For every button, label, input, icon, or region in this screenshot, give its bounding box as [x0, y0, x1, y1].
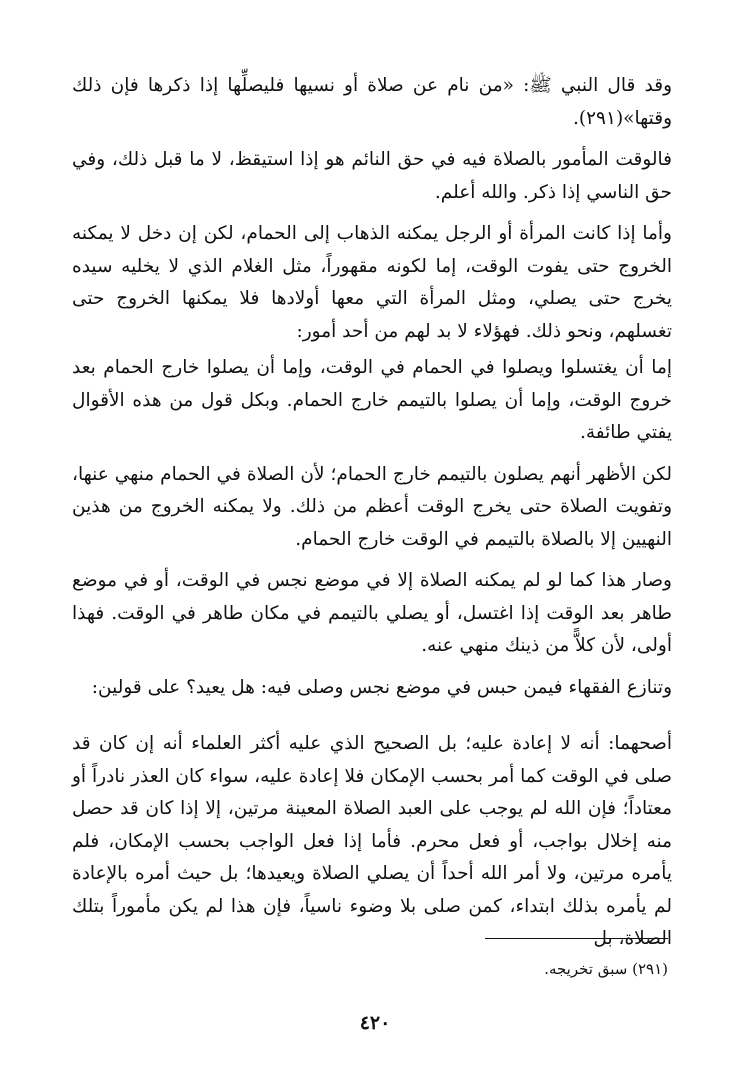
footnote: (٢٩١) سبق تخريجه.: [544, 960, 668, 978]
page-number: ٤٢٠: [359, 1012, 391, 1034]
footnote-divider: [485, 938, 668, 939]
paragraph-6: وصار هذا كما لو لم يمكنه الصلاة إلا في موضع نجس في الوقت، أو في موضع طاهر بعد الوقت إذا اغتسل، أو يصلي بالتيمم في مكان طاهر في الوقت. فهذا أولى، لأن كلاًّ من ذينك منهي عنه.: [72, 570, 672, 656]
paragraph-3: وأما إذا كانت المرأة أو الرجل يمكنه الذهاب إلى الحمام، لكن إن دخل لا يمكنه الخروج حتى يفوت الوقت، إما لكونه مقهوراً، مثل الغلام الذي لا يخليه سيده يخرج حتى يصلي، ومثل المرأة التي معها أولادها فلا يمكنها الخروج حتى تغسلهم، ونحو ذلك. فهؤلاء لا بد لهم من أحد أمور:: [72, 223, 672, 342]
paragraph-1: وقد قال النبي ﷺ: «من نام عن صلاة أو نسيها فليصلِّها إذا ذكرها فإن ذلك وقتها»(٢٩١).: [72, 75, 672, 129]
paragraph-4: إما أن يغتسلوا ويصلوا في الحمام في الوقت، وإما أن يصلوا خارج الحمام بعد خروج الوقت، وإما أن يصلوا بالتيمم خارج الحمام. وبكل قول من هذه الأقوال يفتي طائفة.: [72, 357, 672, 443]
paragraph-7: وتنازع الفقهاء فيمن حبس في موضع نجس وصلى فيه: هل يعيد؟ على قولين:: [91, 676, 672, 698]
paragraph-8: أصحهما: أنه لا إعادة عليه؛ بل الصحيح الذي عليه أكثر العلماء أنه إن كان قد صلى في الوقت كما أمر بحسب الإمكان فلا إعادة عليه، سواء كان العذر نادراً أو معتاداً؛ فإن الله لم يوجب على العبد الصلاة المعينة مرتين، إلا إذا كان قد حصل منه إخلال بواجب، أو فعل محرم. فأما إذا فعل الواجب بحسب الإمكان، فلم يأمره مرتين، ولا أمر الله أحداً أن يصلي الصلاة ويعيدها؛ بل حيث أمره بالإعادة لم يأمره بذلك ابتداء، كمن صلى بلا وضوء ناسياً، فإن هذا لم يكن مأموراً بتلك الصلاة، بل: [72, 733, 672, 949]
paragraph-5: لكن الأظهر أنهم يصلون بالتيمم خارج الحمام؛ لأن الصلاة في الحمام منهي عنها، وتفويت الصلاة حتى يخرج الوقت أعظم من ذلك. ولا يمكنه الخروج من هذين النهيين إلا بالصلاة بالتيمم في الوقت خارج الحمام.: [72, 463, 672, 550]
paragraph-2: فالوقت المأمور بالصلاة فيه في حق النائم هو إذا استيقظ، لا ما قبل ذلك، وفي حق الناسي إذا ذكر. والله أعلم.: [72, 149, 672, 203]
page-body: [72, 70, 672, 965]
